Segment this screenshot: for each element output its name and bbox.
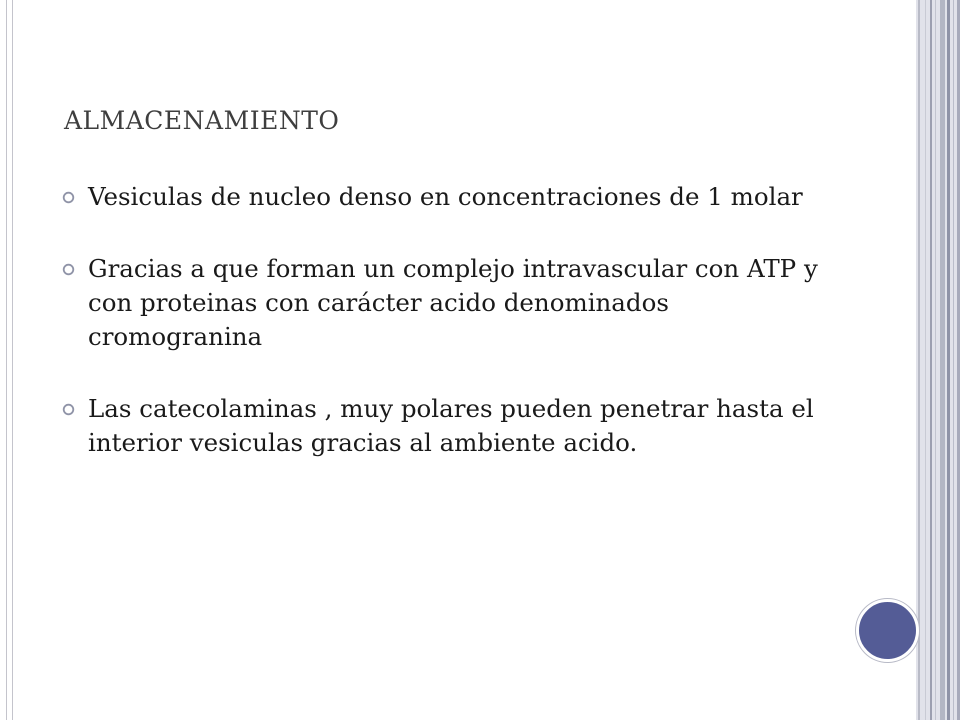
bullet-item [62,252,842,354]
decorative-stripe [930,0,932,720]
ring-bullet-icon [62,403,75,416]
ring-bullet-icon [62,191,75,204]
decorative-stripe [935,0,936,720]
bullet-list [62,180,842,498]
ring-bullet-icon [62,263,75,276]
bullet-text: Gracias a que forman un complejo intravascular con ATP y con proteinas con carácter acido denominados cromogranina [88,254,818,351]
decorative-stripe [925,0,926,720]
bullet-text: Las catecolaminas , muy polares pueden penetrar hasta el interior vesiculas gracias al ambiente acido. [88,394,814,457]
slide-title: ALMACENAMIENTO [64,106,340,135]
bullet-text: Vesiculas de nucleo denso en concentraciones de 1 molar [88,182,803,211]
left-frame-border [6,0,13,720]
decorative-stripe [947,0,950,720]
decorative-stripe [940,0,945,720]
decorative-circle [856,599,919,662]
decorative-stripe [918,0,920,720]
bullet-item [62,392,842,460]
decorative-stripe [953,0,954,720]
bullet-item [62,180,842,214]
